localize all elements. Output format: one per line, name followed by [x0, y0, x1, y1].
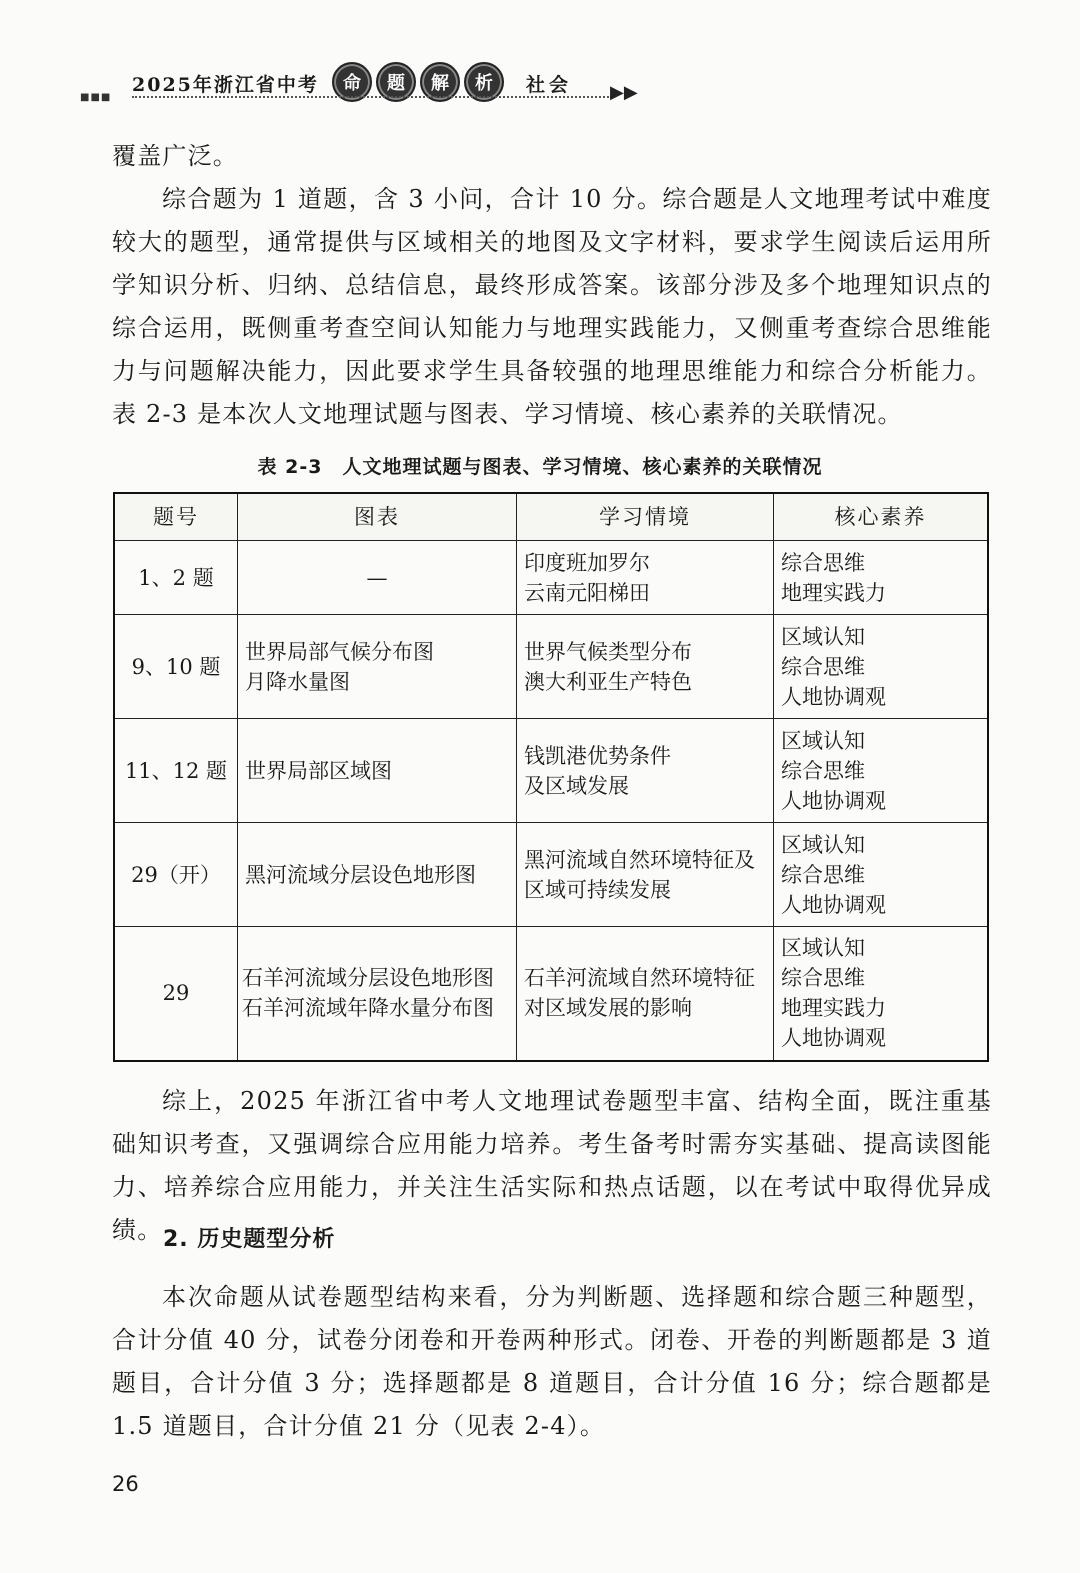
table-row	[114, 927, 988, 1061]
header-circle-char: 题	[376, 62, 416, 102]
table-header-cell: 题号	[114, 493, 238, 541]
header-circle-char: 命	[332, 62, 372, 102]
table-header-cell: 学习情境	[517, 493, 774, 541]
relation-table	[113, 492, 989, 1062]
header-arrow-icon: ▶▶	[610, 82, 638, 103]
header-ornament: ■■■	[80, 92, 112, 103]
page-number: 26	[112, 1472, 139, 1496]
paragraph-continuation: 覆盖广泛。	[112, 142, 238, 170]
table-row	[114, 719, 988, 823]
header-dotted-rule	[132, 96, 612, 98]
literacy-cell: 区域认知 综合思维 人地协调观	[774, 823, 989, 927]
question-number-cell: 29	[114, 927, 238, 1061]
chart-cell: 世界局部气候分布图 月降水量图	[238, 615, 517, 719]
paragraph-summary: 综上，2025 年浙江省中考人文地理试卷题型丰富、结构全面，既注重基础知识考查，又强调综合应用能力培养。考生备考时需夯实基础、提高读图能力、培养综合应用能力，并关注生活实际和热点话题，以在考试中取得优异成绩。	[112, 1087, 992, 1244]
table-header-row	[114, 493, 988, 541]
chart-cell: —	[238, 541, 517, 615]
question-number-cell: 11、12 题	[114, 719, 238, 823]
literacy-cell: 区域认知 综合思维 人地协调观	[774, 615, 989, 719]
running-header	[80, 62, 640, 108]
question-number-cell: 1、2 题	[114, 541, 238, 615]
table-row	[114, 615, 988, 719]
question-number-cell: 29（开）	[114, 823, 238, 927]
literacy-cell: 区域认知 综合思维 人地协调观	[774, 719, 989, 823]
header-circle-char: 析	[464, 62, 504, 102]
header-book-title: 2025年浙江省中考	[132, 74, 319, 96]
literacy-cell: 区域认知 综合思维 地理实践力 人地协调观	[774, 927, 989, 1061]
table-header-cell: 图表	[238, 493, 517, 541]
context-cell: 世界气候类型分布 澳大利亚生产特色	[517, 615, 774, 719]
table-row	[114, 823, 988, 927]
paragraph-history-analysis: 本次命题从试卷题型结构来看，分为判断题、选择题和综合题三种题型，合计分值 40 分，试卷分闭卷和开卷两种形式。闭卷、开卷的判断题都是 3 道题目，合计分值 3 分；选择题都是 8 道题目，合计分值 16 分；综合题都是 1.5 道题目，合计分值 21 分（见表 2-4）。	[112, 1283, 992, 1440]
context-cell: 石羊河流域自然环境特征 对区域发展的影响	[517, 927, 774, 1061]
question-number-cell: 9、10 题	[114, 615, 238, 719]
header-subject: 社会	[526, 74, 573, 96]
literacy-cell: 综合思维 地理实践力	[774, 541, 989, 615]
table-caption: 表 2-3 人文地理试题与图表、学习情境、核心素养的关联情况	[257, 456, 823, 478]
context-cell: 印度班加罗尔 云南元阳梯田	[517, 541, 774, 615]
paragraph-comprehensive-question: 综合题为 1 道题，含 3 小问，合计 10 分。综合题是人文地理考试中难度较大的题型，通常提供与区域相关的地图及文字材料，要求学生阅读后运用所学知识分析、归纳、总结信息，最终形成答案。该部分涉及多个地理知识点的综合运用，既侧重考查空间认知能力与地理实践能力，又侧重考查综合思维能力与问题解决能力，因此要求学生具备较强的地理思维能力和综合分析能力。表 2-3 是本次人文地理试题与图表、学习情境、核心素养的关联情况。	[112, 185, 992, 428]
header-circle-char: 解	[420, 62, 460, 102]
chart-cell: 世界局部区域图	[238, 719, 517, 823]
context-cell: 钱凯港优势条件 及区域发展	[517, 719, 774, 823]
table-row	[114, 541, 988, 615]
chart-cell: 黑河流域分层设色地形图	[238, 823, 517, 927]
table-header-cell: 核心素养	[774, 493, 989, 541]
context-cell: 黑河流域自然环境特征及 区域可持续发展	[517, 823, 774, 927]
chart-cell: 石羊河流域分层设色地形图 石羊河流域年降水量分布图	[238, 927, 517, 1061]
section-heading: 2. 历史题型分析	[163, 1227, 336, 1252]
